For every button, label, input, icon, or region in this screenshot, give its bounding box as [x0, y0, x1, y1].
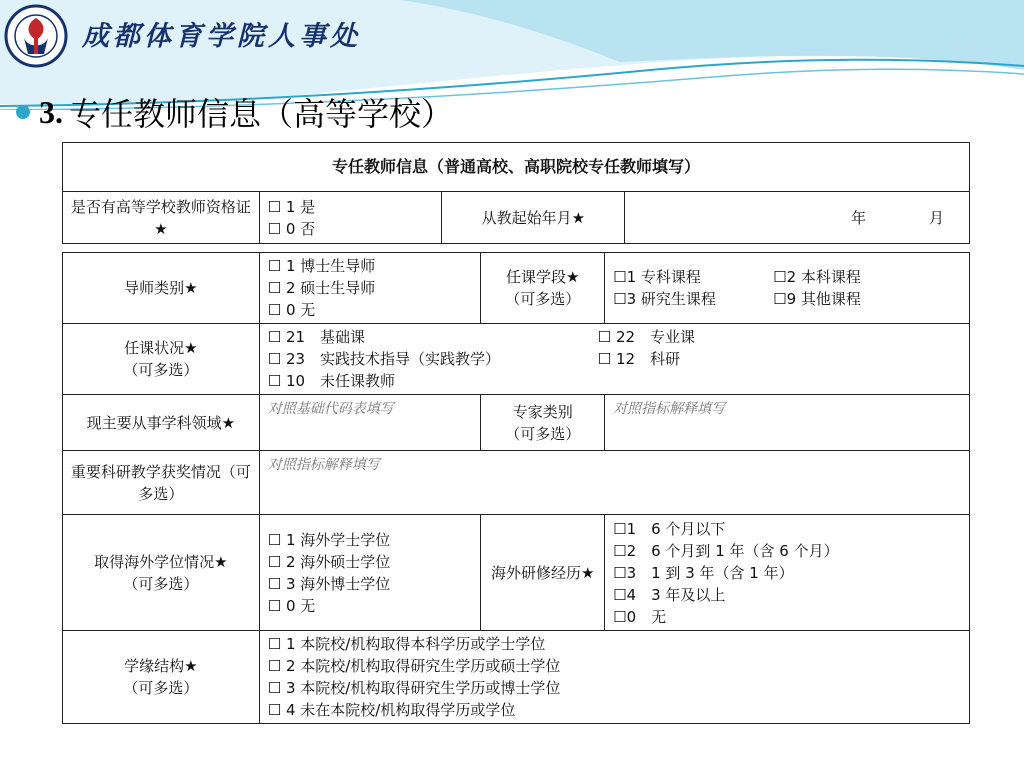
slide-title-text: 专任教师信息（高等学校）	[69, 95, 454, 133]
awards-label: 重要科研教学获奖情况（可多选）	[63, 451, 260, 515]
awards-field[interactable]	[259, 451, 969, 515]
overseas-degree-label	[63, 515, 260, 631]
checkbox-option[interactable]: ☐ 1 博士生导师	[267, 257, 376, 275]
slide-title	[16, 92, 453, 132]
checkbox-option[interactable]: ☐ 4 未在本院校/机构取得学历或学位	[267, 701, 516, 719]
discipline-hint: 对照基础代码表填写	[267, 401, 394, 417]
supervisor-options	[259, 253, 481, 324]
year-label: 年	[851, 208, 867, 227]
checkbox-option[interactable]: ☐2 本科课程	[773, 268, 861, 286]
qualification-options	[259, 192, 442, 244]
course-status-title: 任课状况★	[124, 339, 198, 357]
checkbox-option[interactable]: ☐ 0 否	[267, 219, 316, 238]
teaching-level-sub: （可多选）	[505, 290, 581, 308]
checkbox-option[interactable]: ☐ 1 是	[267, 197, 316, 216]
checkbox-option[interactable]: ☐0 无	[613, 607, 667, 626]
qualification-label: 是否有高等学校教师资格证★	[63, 192, 260, 244]
checkbox-option[interactable]: ☐ 21 基础课	[267, 328, 366, 346]
checkbox-option[interactable]: ☐1 6 个月以下	[613, 519, 726, 538]
expert-field[interactable]	[605, 395, 970, 451]
checkbox-option[interactable]: ☐ 10 未任课教师	[267, 372, 396, 390]
overseas-study-label: 海外研修经历★	[481, 515, 605, 631]
teaching-level-label	[481, 253, 605, 324]
checkbox-option[interactable]: ☐ 1 本院校/机构取得本科学历或学士学位	[267, 635, 546, 653]
checkbox-option[interactable]: ☐ 1 海外学士学位	[267, 530, 391, 549]
expert-label	[481, 395, 605, 451]
university-logo	[4, 4, 68, 68]
overseas-degree-options	[259, 515, 481, 631]
academic-origin-sub: （可多选）	[123, 679, 199, 697]
discipline-field[interactable]	[259, 395, 481, 451]
checkbox-option[interactable]: ☐ 3 本院校/机构取得研究生学历或博士学位	[267, 679, 561, 697]
checkbox-option[interactable]: ☐3 1 到 3 年（含 1 年）	[613, 563, 794, 582]
checkbox-option[interactable]: ☐9 其他课程	[773, 290, 861, 308]
teacher-info-form-main	[62, 252, 970, 724]
start-date-label: 从教起始年月★	[442, 192, 625, 244]
org-name: 成都体育学院人事处	[82, 21, 361, 52]
checkbox-option[interactable]: ☐ 0 无	[267, 596, 316, 615]
checkbox-option[interactable]: ☐2 6 个月到 1 年（含 6 个月）	[613, 541, 839, 560]
form-table-top	[62, 142, 970, 244]
checkbox-option[interactable]: ☐ 12 科研	[597, 350, 681, 368]
slide-title-number: 3.	[39, 93, 63, 130]
expert-title: 专家类别	[512, 402, 573, 421]
expert-hint: 对照指标解释填写	[613, 401, 726, 417]
start-date-field[interactable]	[625, 192, 970, 244]
awards-hint: 对照指标解释填写	[267, 457, 380, 473]
course-status-options	[259, 324, 969, 395]
expert-sub: （可多选）	[505, 424, 581, 443]
overseas-degree-title: 取得海外学位情况★	[94, 552, 228, 571]
form-title: 专任教师信息（普通高校、高职院校专任教师填写）	[63, 143, 970, 192]
checkbox-option[interactable]: ☐ 2 海外硕士学位	[267, 552, 391, 571]
academic-origin-label	[63, 631, 260, 724]
teacher-info-form-top	[62, 142, 970, 244]
teaching-level-title: 任课学段★	[505, 268, 580, 286]
academic-origin-options	[259, 631, 969, 724]
academic-origin-title: 学缘结构★	[124, 657, 198, 675]
checkbox-option[interactable]: ☐1 专科课程	[613, 268, 701, 286]
overseas-degree-sub: （可多选）	[123, 574, 199, 593]
course-status-label	[63, 324, 260, 395]
checkbox-option[interactable]: ☐ 23 实践技术指导（实践教学）	[267, 350, 501, 368]
teaching-level-options	[605, 253, 970, 324]
checkbox-option[interactable]: ☐4 3 年及以上	[613, 585, 726, 604]
checkbox-option[interactable]: ☐ 0 无	[267, 301, 316, 319]
supervisor-label: 导师类别★	[63, 253, 260, 324]
month-label: 月	[928, 208, 944, 227]
checkbox-option[interactable]: ☐3 研究生课程	[613, 290, 716, 308]
checkbox-option[interactable]: ☐ 2 本院校/机构取得研究生学历或硕士学位	[267, 657, 561, 675]
checkbox-option[interactable]: ☐ 2 硕士生导师	[267, 279, 376, 297]
overseas-study-options	[605, 515, 970, 631]
checkbox-option[interactable]: ☐ 22 专业课	[597, 328, 696, 346]
discipline-label: 现主要从事学科领域★	[63, 395, 260, 451]
form-table-main	[62, 252, 970, 724]
checkbox-option[interactable]: ☐ 3 海外博士学位	[267, 574, 391, 593]
bullet-icon	[16, 105, 30, 119]
course-status-sub: （可多选）	[123, 361, 199, 379]
